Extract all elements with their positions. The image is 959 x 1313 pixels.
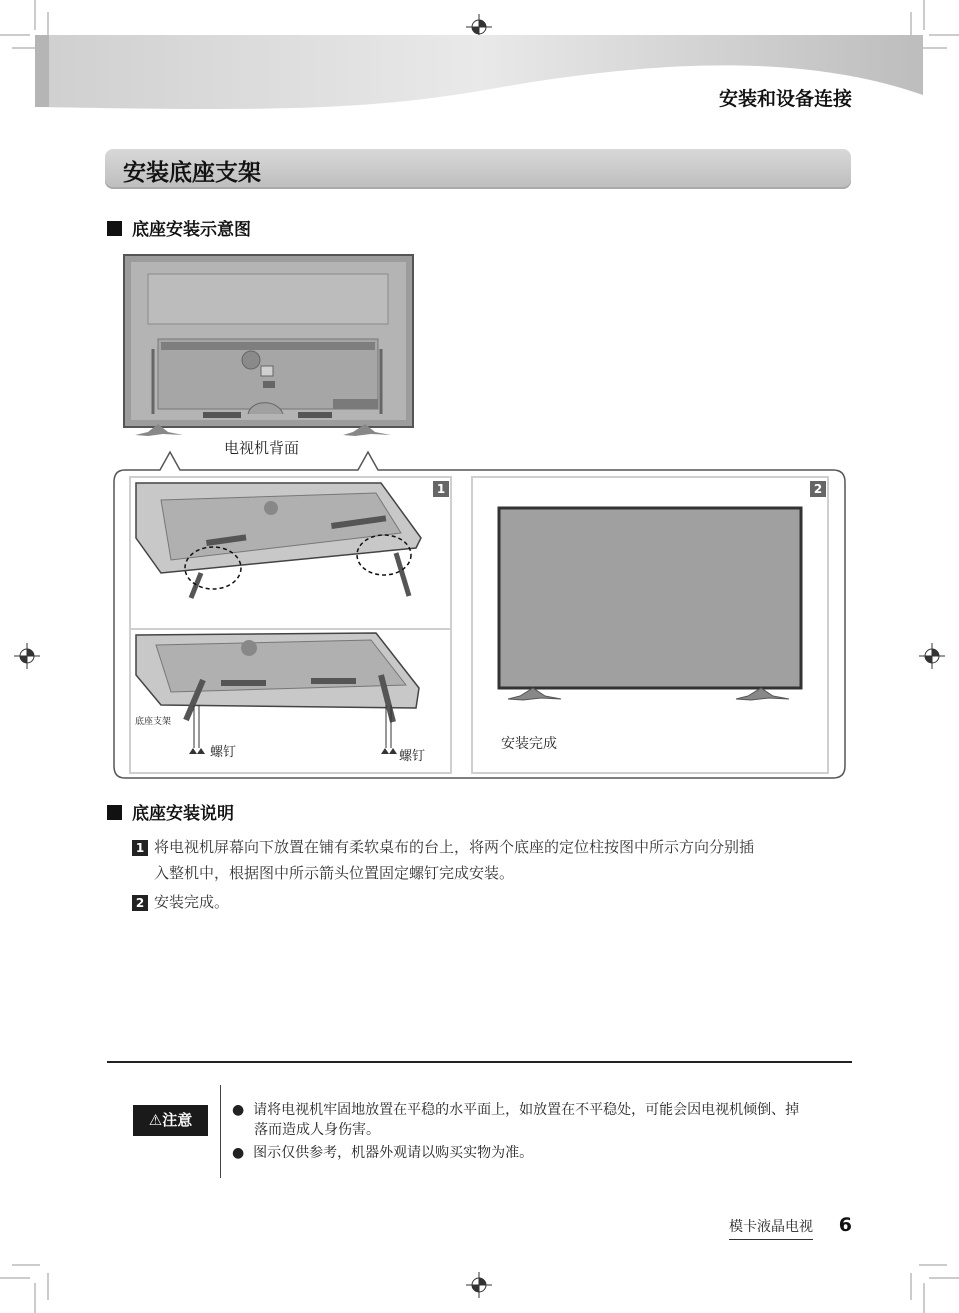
heading-square-icon	[107, 805, 122, 820]
diagram-heading	[107, 215, 251, 240]
note-text-line: 图示仅供参考，机器外观请以购买实物为准。	[253, 1145, 534, 1161]
caution-divider	[220, 1085, 221, 1178]
panel-badge-2: 2	[810, 481, 826, 497]
installation-complete-label: 安装完成	[501, 736, 557, 752]
panel-badge-1: 1	[433, 481, 449, 497]
step-number-badge: 1	[132, 840, 148, 856]
bullet-icon: ●	[232, 1102, 254, 1118]
tv-face-down-illustration	[131, 478, 450, 628]
bullet-icon: ●	[232, 1145, 254, 1161]
caution-note-2	[232, 1143, 533, 1163]
step-number-badge: 2	[132, 895, 148, 911]
stand-label: 底座支架	[135, 717, 172, 727]
caution-badge-text: 注意	[162, 1111, 193, 1129]
page-number: 6	[838, 1214, 852, 1236]
step2-panel	[471, 476, 829, 774]
section-title: 安装底座支架	[123, 160, 261, 186]
step1-panel-top	[129, 476, 452, 630]
note-text-line: 请将电视机牢固地放置在平稳的水平面上，如放置在不平稳处，可能会因电视机倾倒、掉	[253, 1102, 800, 1118]
screw-label-right: 螺钉	[399, 749, 426, 764]
step-text-line: 安装完成。	[154, 893, 230, 911]
diagram-heading-text: 底座安装示意图	[132, 220, 251, 240]
tv-back-illustration	[123, 254, 415, 440]
footer-product-name: 模卡液晶电视	[729, 1216, 813, 1240]
step-text-line: 入整机中，根据图中所示箭头位置固定螺钉完成安装。	[154, 864, 515, 882]
instructions-heading-text: 底座安装说明	[132, 804, 234, 824]
tv-front-complete-illustration	[473, 478, 827, 772]
screw-label-left: 螺钉	[210, 745, 237, 760]
tv-back-label: 电视机背面	[224, 439, 300, 457]
instructions-heading	[107, 799, 234, 824]
step1-panel-bottom	[129, 628, 452, 774]
caution-badge	[133, 1105, 208, 1136]
chapter-title: 安装和设备连接	[718, 88, 852, 110]
heading-square-icon	[107, 221, 122, 236]
caution-note-1	[232, 1100, 799, 1140]
warning-icon: ⚠	[148, 1111, 163, 1129]
instruction-step-2	[132, 889, 229, 915]
divider	[107, 1061, 852, 1063]
step-text-line: 将电视机屏幕向下放置在铺有柔软桌布的台上，将两个底座的定位柱按图中所示方向分别插	[154, 838, 755, 856]
note-text-line: 落而造成人身伤害。	[254, 1122, 380, 1138]
instruction-step-1	[132, 834, 754, 886]
